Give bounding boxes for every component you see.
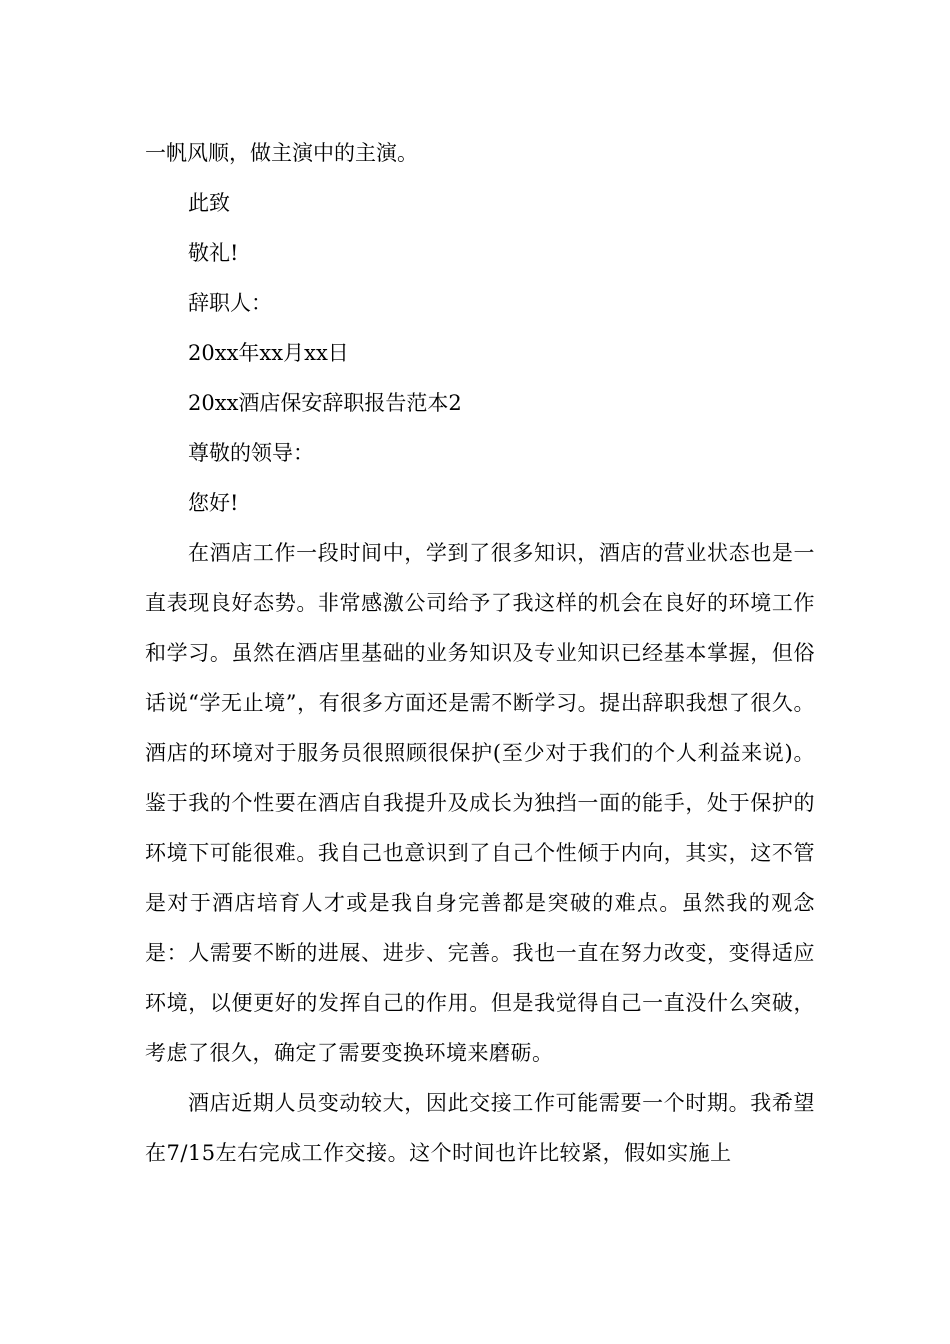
date-line: 20xx年xx月xx日 xyxy=(188,341,349,365)
greeting-addressee: 尊敬的领导： xyxy=(188,441,314,465)
greeting-hello: 您好! xyxy=(188,491,239,515)
continuation-line: 一帆风顺，做主演中的主演。 xyxy=(145,141,418,165)
closing-respect: 敬礼! xyxy=(188,241,239,265)
body-paragraph-1: 在酒店工作一段时间中，学到了很多知识，酒店的营业状态也是一直表现良好态势。非常感激公司给予了我这样的机会在良好的环境工作和学习。虽然在酒店里基础的业务知识及专业知识已经基本掌握，但俗话说“学无止境”，有很多方面还是需不断学习。提出辞职我想了很久。酒店的环境对于服务员很照顾很保护(至少对于我们的个人利益来说)。鉴于我的个性要在酒店自我提升及成长为独挡一面的能手，处于保护的环境下可能很难。我自己也意识到了自己个性倾于内向，其实，这不管是对于酒店培育人才或是我自身完善都是突破的难点。虽然我的观念是：人需要不断的进展、进步、完善。我也一直在努力改变，变得适应环境，以便更好的发挥自己的作用。但是我觉得自己一直没什么突破，考虑了很久，确定了需要变换环境来磨砺。 xyxy=(145,541,815,1065)
closing-salute: 此致 xyxy=(188,191,230,215)
section-title: 20xx酒店保安辞职报告范本2 xyxy=(188,391,462,415)
signer-label: 辞职人： xyxy=(188,291,272,315)
body-paragraph-2: 酒店近期人员变动较大，因此交接工作可能需要一个时期。我希望在7/15左右完成工作交接。这个时间也许比较紧，假如实施上 xyxy=(145,1091,815,1165)
document-body xyxy=(145,128,815,1178)
